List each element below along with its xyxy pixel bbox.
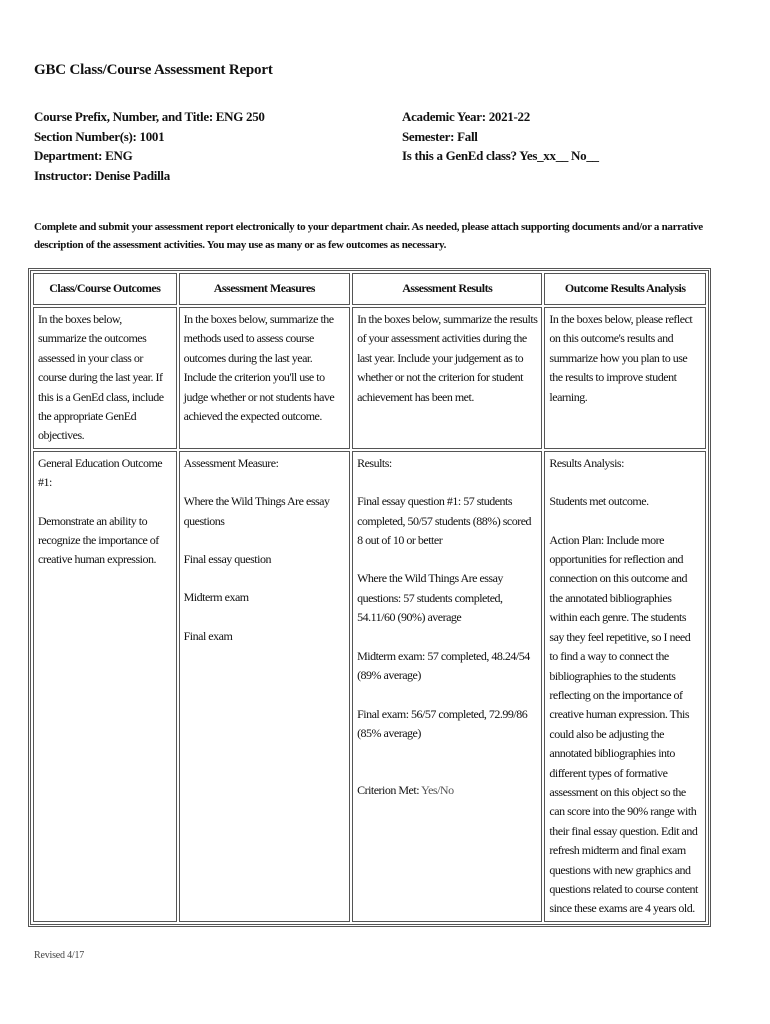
revision-note: Revised 4/17 [34,950,85,961]
measures-label: Assessment Measure: [183,455,279,470]
measure-item: Where the Wild Things Are essay questions [183,494,330,528]
header-analysis: Outcome Results Analysis [544,273,706,305]
header-measures: Assessment Measures [179,273,350,305]
measure-item: Final exam [183,628,233,643]
analysis-cell [544,451,706,922]
term-info [402,107,599,166]
criterion-value: Yes/No [421,783,454,798]
gened-question: Is this a GenEd class? Yes_xx__ No__ [402,148,599,163]
measure-item: Midterm exam [183,590,249,605]
result-item: Final essay question #1: 57 students completed, 50/57 students (88%) scored 8 out of 10 or better [357,494,532,548]
results-label: Results: [357,455,392,470]
result-item: Where the Wild Things Are essay questions: 57 students completed, 54.11/60 (90%) average [357,571,503,625]
measure-item: Final essay question [183,552,271,567]
guidance-results: In the boxes below, summarize the results of your assessment activities during the last year. Include your judgement as to whether or not the criterion for student achievement has been met. [352,307,542,449]
page-title: GBC Class/Course Assessment Report [34,62,273,78]
outcome-text: Demonstrate an ability to recognize the importance of creative human expression. [38,513,159,567]
analysis-summary: Students met outcome. [549,494,649,509]
outcome-row [33,451,706,922]
academic-year-field: Academic Year: 2021-22 [402,109,530,124]
department-field: Department: ENG [34,148,133,163]
outcome-label: General Education Outcome #1: [38,455,163,490]
assessment-table [28,268,711,927]
header-outcomes: Class/Course Outcomes [33,273,177,305]
outcome-cell [33,451,177,922]
criterion-label: Criterion Met: [357,783,420,798]
header-results: Assessment Results [352,273,542,305]
criterion-met [357,781,537,800]
course-field: Course Prefix, Number, and Title: ENG 250 [34,109,265,124]
result-item: Midterm exam: 57 completed, 48.24/54 (89% average) [357,648,530,683]
measures-cell [179,451,350,922]
analysis-label: Results Analysis: [549,455,624,470]
guidance-analysis: In the boxes below, please reflect on this outcome's results and summarize how you plan to use the results to improve student learning. [544,307,706,449]
instructions: Complete and submit your assessment report electronically to your department chair. As needed, please attach supporting documents and/or a narrative description of the assessment activities. You may use as many or as few outcomes as necessary. [34,221,703,251]
guidance-measures: In the boxes below, summarize the methods used to assess course outcomes during the last year. Include the criterion you'll use to judge whether or not students have achieved the expected outcome. [179,307,350,449]
result-item: Final exam: 56/57 completed, 72.99/86 (85% average) [357,706,528,740]
instructor-field: Instructor: Denise Padilla [34,167,170,183]
section-field: Section Number(s): 1001 [34,128,165,144]
results-cell [352,451,542,922]
header-row [33,273,706,305]
semester-field: Semester: Fall [402,128,478,144]
guidance-row [33,307,706,449]
action-plan: Action Plan: Include more opportunities for reflection and connection on this outcome and the annotated bibliographies within each genre. The students say they feel repetitive, so I need to find a way to connect the bibliographies to the students reflecting on the importance of creative human expression. This could also be adjusting the annotated bibliographies into different types of formative assessment on this object so the can score into the 90% range with their final essay question. Edit and refresh midterm and final exam questions with new graphics and questions related to course content since these exams are 4 years old. [549,532,698,916]
guidance-outcomes: In the boxes below, summarize the outcomes assessed in your class or course during the last year. If this is a GenEd class, include the appropriate GenEd objectives. [33,307,177,449]
course-info [34,107,265,185]
